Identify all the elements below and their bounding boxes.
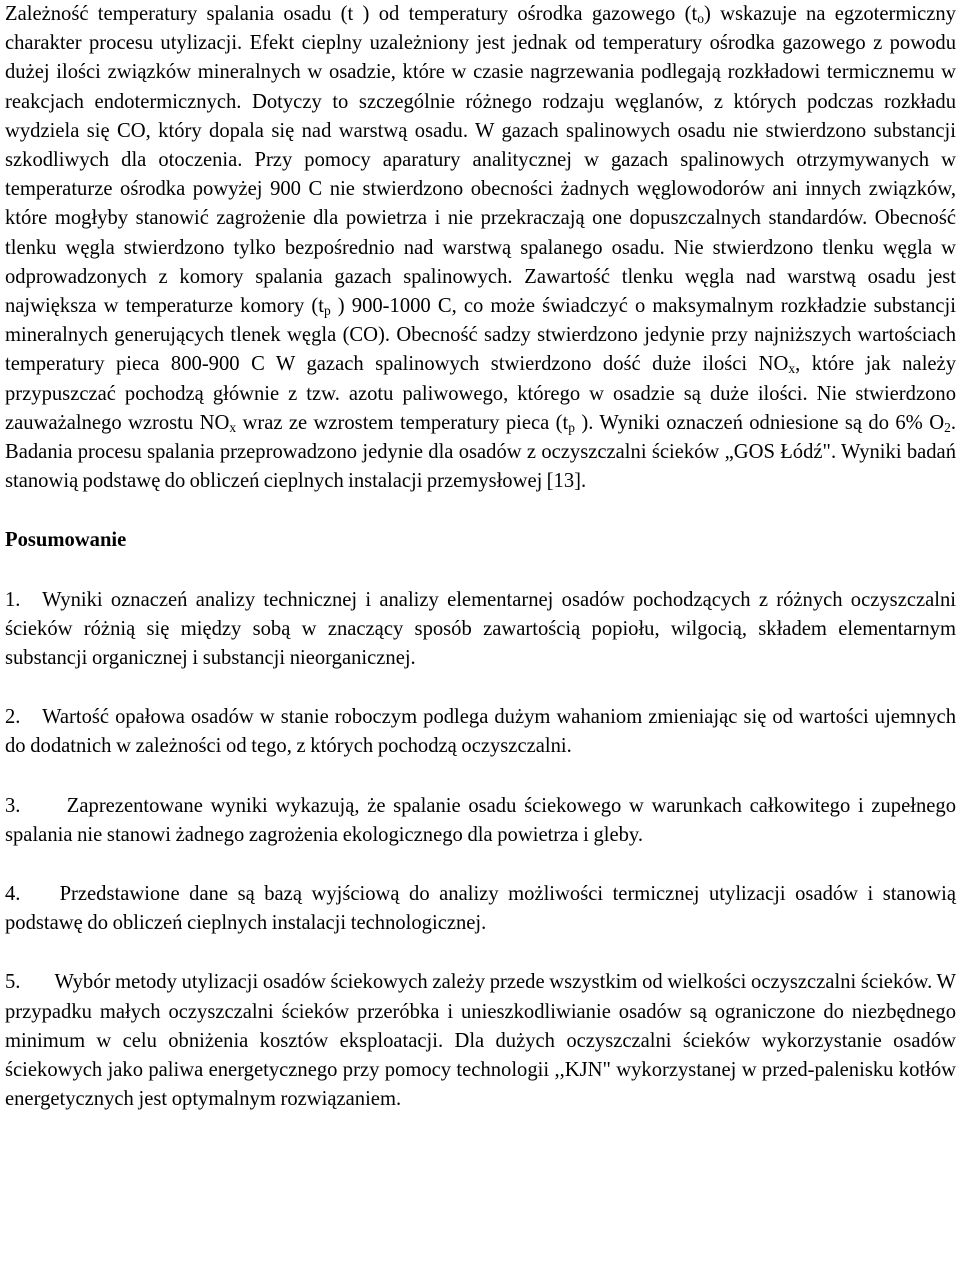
paragraph-text-5: wraz ze wzrostem temperatury pieca (t xyxy=(236,411,569,434)
conclusions-list xyxy=(5,586,956,1115)
list-item-number: 1. xyxy=(5,588,21,611)
subscript-o: o xyxy=(697,11,704,26)
list-item xyxy=(5,792,956,850)
list-item-number: 3. xyxy=(5,794,21,817)
list-item-text: Wybór metody utylizacji osadów ściekowych zależy przede wszystkim od wielkości oczyszczalni ścieków. W przypadku małych oczyszczalni ścieków przeróbka i unieszkodliwianie osadów są ograniczone do niezbędnego minimum w celu obniżenia kosztów eksploatacji. Dla dużych oczyszczalni ścieków wykorzystanie osadów ściekowych jako paliwa energetycznego przy pomocy technologii ,,KJN" wykorzystanej w przed-palenisku kotłów energetycznych jest optymalnym rozwiązaniem. xyxy=(5,971,956,1111)
section-heading: Posumowanie xyxy=(5,529,127,552)
paragraph-text-6: ). Wyniki oznaczeń odniesione są do 6% O xyxy=(574,411,945,434)
list-item-text: Wartość opałowa osadów w stanie roboczym podlega dużym wahaniom zmieniając się od wartości ujemnych do dodatnich w zależności od tego, z których pochodzą oczyszczalni. xyxy=(5,706,956,758)
paragraph-text-3: ) 900-1000 C, co może świadczyć o maksymalnym rozkładzie substancji mineralnych generujących tlenek węgla (CO). Obecność sadzy stwierdzono jedynie przy najniższych wartościach temperatury pieca 800-900 C W gazach spalinowych stwierdzono dość duże ilości NO xyxy=(5,295,956,376)
list-item-text: Wyniki oznaczeń analizy technicznej i analizy elementarnej osadów pochodzących z różnych oczyszczalni ścieków różnią się między sobą w znaczący sposób zawartością popiołu, wilgocią, składem elementarnym substancji organicznej i substancji nieorganicznej. xyxy=(5,588,956,670)
subscript-2: 2 xyxy=(944,419,951,435)
paragraph-text-4: , które jak należy przypuszczać pochodzą głównie z tzw. azotu paliwowego, którego w osadzie są duże ilości. Nie stwierdzono zauważalnego wzrostu NO xyxy=(5,353,956,434)
body-paragraph xyxy=(5,0,956,496)
list-item-number: 2. xyxy=(5,706,21,729)
paragraph-text-2: ) wskazuje na egzotermiczny charakter procesu utylizacji. Efekt cieplny uzależniony jest jednak od temperatury ośrodka gazowego z powodu dużej ilości związków mineralnych w osadzie, które w czasie nagrzewania podlegają rozkładowi termicznemu w reakcjach endotermicznych. Dotyczy to szczególnie różnego rodzaju węglanów, z których podczas rozkładu wydziela się CO, który dopala się nad warstwą osadu. W gazach spalinowych osadu nie stwierdzono substancji szkodliwych dla otoczenia. Przy pomocy aparatury analitycznej w gazach spalinowych otrzymywanych w temperaturze ośrodka powyżej 900 C nie stwierdzono obecności żadnych węglowodorów ani innych związków, które mogłyby stanowić zagrożenie dla powietrza i nie przekraczają one dopuszczalnych standardów. Obecność tlenku węgla stwierdzono tylko bezpośrednio nad warstwą spalanego osadu. Nie stwierdzono tlenku węgla w odprowadzonych z komory spalania gazach spalinowych. Zawartość tlenku węgla nad warstwą osadu jest największa w temperaturze komory (t xyxy=(5,3,956,318)
list-item xyxy=(5,968,956,1114)
list-item xyxy=(5,880,956,938)
list-item-number: 4. xyxy=(5,883,21,906)
list-item xyxy=(5,586,956,674)
subscript-x: x xyxy=(788,361,796,377)
list-item xyxy=(5,703,956,761)
subscript-x: x xyxy=(229,419,237,435)
paragraph-text-7: . Badania procesu spalania przeprowadzono jedynie dla osadów z oczyszczalni ścieków „GOS Łódź". Wyniki badań stanowią podstawę do obliczeń cieplnych instalacji przemysłowej [13]. xyxy=(5,411,956,493)
subscript-p: p xyxy=(323,303,331,319)
list-item-text: Zaprezentowane wyniki wykazują, że spalanie osadu ściekowego w warunkach całkowitego i zupełnego spalania nie stanowi żadnego zagrożenia ekologicznego dla powietrza i gleby. xyxy=(5,794,956,846)
subscript-p: p xyxy=(568,419,575,435)
paragraph-text-1: Zależność temperatury spalania osadu (t ) od temperatury ośrodka gazowego (t xyxy=(5,3,698,25)
document-page xyxy=(5,0,956,1115)
list-item-text: Przedstawione dane są bazą wyjściową do analizy możliwości termicznej utylizacji osadów i stanowią podstawę do obliczeń cieplnych instalacji technologicznej. xyxy=(5,883,956,935)
list-item-number: 5. xyxy=(5,971,21,994)
